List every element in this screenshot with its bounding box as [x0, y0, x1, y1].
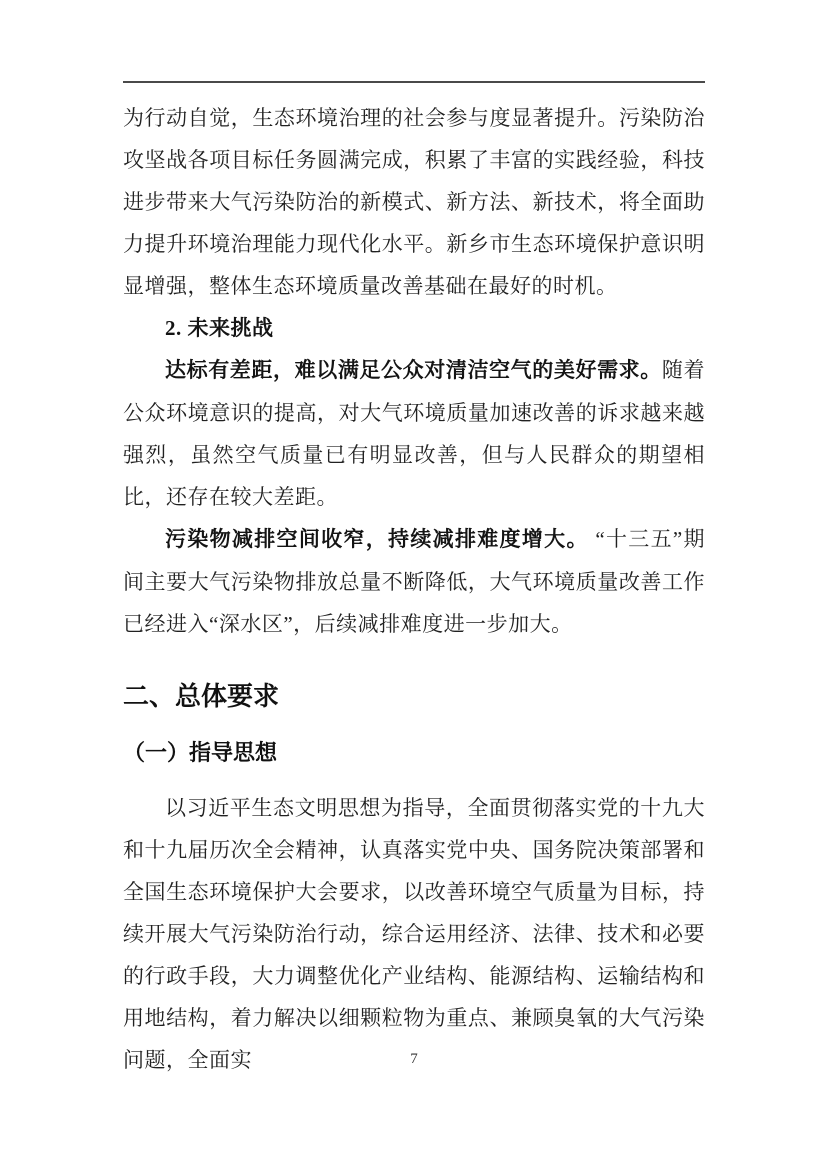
paragraph-standards-gap-rest: 随着公众环境意识的提高，对大气环境质量加速改善的诉求越来越强烈，虽然空气质量已有明显改善，但与人民群众的期望相比，还存在较大差距。 — [123, 358, 706, 509]
heading-overall-requirements: 二、总体要求 — [123, 681, 280, 711]
paragraph-achievements: 为行动自觉，生态环境治理的社会参与度显著提升。污染防治攻坚战各项目标任务圆满完成，积累了丰富的实践经验，科技进步带来大气污染防治的新模式、新方法、新技术，将全面助力提升环境治理能力现代化水平。新乡市生态环境保护意识明显增强，整体生态环境质量改善基础在最好的时机。 — [123, 106, 705, 298]
heading-future-challenges: 2. 未来挑战 — [165, 316, 274, 340]
paragraph-standards-gap-lead: 达标有差距，难以满足公众对清洁空气的美好需求。 — [165, 359, 662, 382]
paragraph-guiding-ideology: 以习近平生态文明思想为指导，全面贯彻落实党的十九大和十九届历次全会精神，认真落实党中央、国务院决策部署和全国生态环境保护大会要求，以改善环境空气质量为目标，持续开展大气污染防治行动，综合运用经济、法律、技术和必要的行政手段，大力调整优化产业结构、能源结构、运输结构和用地结构，着力解决以细颗粒物为重点、兼顾臭氧的大气污染问题，全面实 — [123, 796, 705, 1072]
paragraph-emission-reduction — [123, 518, 705, 645]
header-rule — [123, 81, 705, 83]
page-number: 7 — [410, 1051, 418, 1067]
heading-guiding-ideology: （一）指导思想 — [123, 740, 278, 765]
page-content — [123, 97, 705, 1081]
page-footer — [123, 1048, 705, 1070]
paragraph-emission-reduction-lead: 污染物减排空间收窄，持续减排难度增大。 — [165, 528, 589, 551]
paragraph-emission-reduction-rest: “十三五”期间主要大气污染物排放总量不断降低，大气环境质量改善工作已经进入“深水区”，后续减排难度进一步加大。 — [123, 527, 705, 636]
paragraph-standards-gap — [123, 349, 705, 518]
